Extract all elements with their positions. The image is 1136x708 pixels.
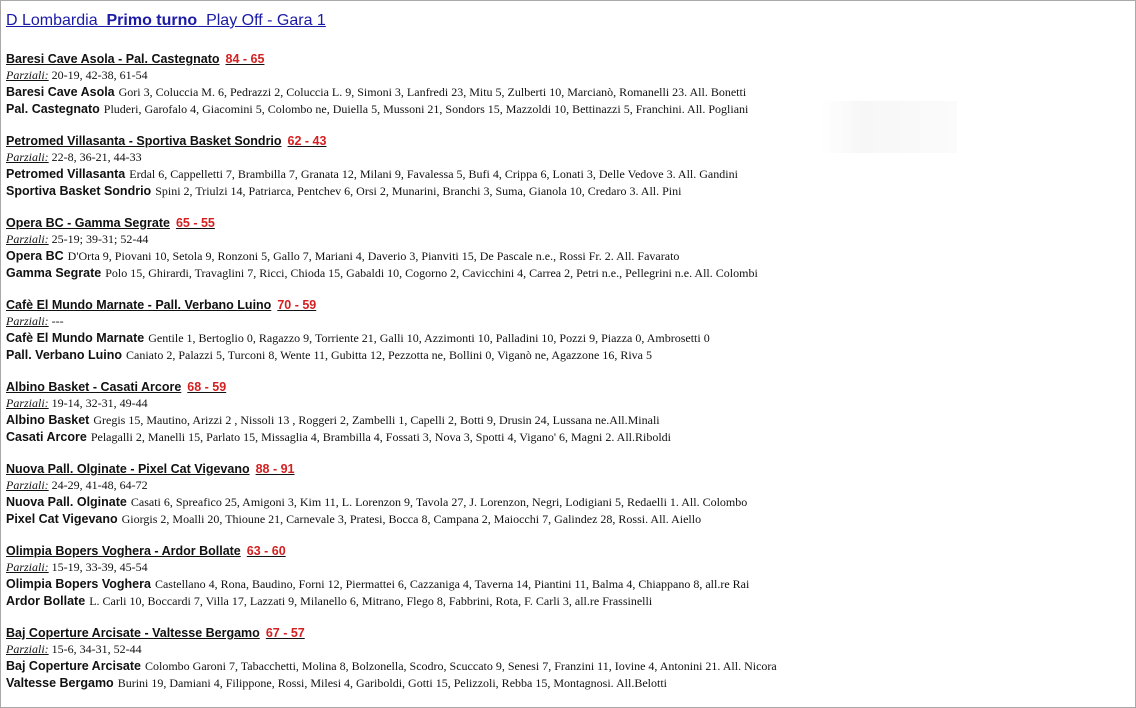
parziali-value: 15-19, 33-39, 45-54 <box>51 560 148 574</box>
game-block <box>6 379 1126 461</box>
round-label: Primo turno <box>106 12 198 29</box>
game-score: 84 - 65 <box>225 52 265 66</box>
game-title-link[interactable] <box>6 215 1126 231</box>
parziali-label: Parziali: <box>6 478 49 492</box>
parziali-label: Parziali: <box>6 396 49 410</box>
game-title-link[interactable] <box>6 379 1126 395</box>
parziali-row <box>6 149 1126 166</box>
away-team-players: Giorgis 2, Moalli 20, Thioune 21, Carnevale 3, Pratesi, Bocca 8, Campana 2, Maiocchi 7, Galindez 28, Rossi. All. Aiello <box>121 512 702 526</box>
game-score: 63 - 60 <box>246 544 286 558</box>
game-title: Baj Coperture Arcisate - Valtesse Bergamo <box>6 626 260 640</box>
away-team-name: Pixel Cat Vigevano <box>6 512 118 526</box>
home-team-row <box>6 248 1126 265</box>
home-team-name: Albino Basket <box>6 413 90 427</box>
game-title-link[interactable] <box>6 625 1126 641</box>
games-list <box>6 51 1126 707</box>
game-title: Albino Basket - Casati Arcore <box>6 380 182 394</box>
home-team-row <box>6 658 1126 675</box>
game-title: Nuova Pall. Olginate - Pixel Cat Vigevano <box>6 462 250 476</box>
home-team-players: Gori 3, Coluccia M. 6, Pedrazzi 2, Coluccia L. 9, Simoni 3, Lanfredi 23, Mitu 5, Zulberti 10, Marcianò, Romanelli 23. All. Bonetti <box>118 85 747 99</box>
home-team-players: D'Orta 9, Piovani 10, Setola 9, Ronzoni 5, Gallo 7, Mariani 4, Daverio 3, Pianviti 15, De Pascale n.e., Rossi Fr. 2. All. Favarato <box>67 249 680 263</box>
parziali-label: Parziali: <box>6 68 49 82</box>
away-team-name: Pall. Verbano Luino <box>6 348 122 362</box>
away-team-name: Sportiva Basket Sondrio <box>6 184 152 198</box>
away-team-players: Caniato 2, Palazzi 5, Turconi 8, Wente 11, Gubitta 12, Pezzotta ne, Bollini 0, Viganò ne, Agazzone 16, Riva 5 <box>126 348 653 362</box>
home-team-players: Gregis 15, Mautino, Arizzi 2 , Nissoli 13 , Roggeri 2, Zambelli 1, Capelli 2, Botti 9, Drusin 24, Lussana ne.All.Minali <box>93 413 660 427</box>
away-team-players: Spini 2, Triulzi 14, Patriarca, Pentchev 6, Orsi 2, Munarini, Branchi 3, Suma, Gianola 10, Credaro 3. All. Pini <box>155 184 682 198</box>
game-block <box>6 51 1126 133</box>
away-team-row <box>6 429 1126 446</box>
home-team-players: Gentile 1, Bertoglio 0, Ragazzo 9, Torriente 21, Galli 10, Azzimonti 10, Palladini 10, Pozzi 9, Piazza 0, Ambrosetti 0 <box>148 331 710 345</box>
home-team-name: Nuova Pall. Olginate <box>6 495 127 509</box>
parziali-row <box>6 313 1126 330</box>
away-team-row <box>6 593 1126 610</box>
away-team-players: Burini 19, Damiani 4, Filippone, Rossi, Milesi 4, Gariboldi, Gotti 15, Pelizzoli, Rebba 15, Montagnosi. All.Belotti <box>117 676 668 690</box>
parziali-row <box>6 395 1126 412</box>
home-team-players: Casati 6, Spreafico 25, Amigoni 3, Kim 11, L. Lorenzon 9, Tavola 27, J. Lorenzon, Negri, Lodigiani 5, Redaelli 1. All. Colombo <box>130 495 748 509</box>
parziali-value: 22-8, 36-21, 44-33 <box>51 150 142 164</box>
page-title[interactable] <box>6 12 326 30</box>
game-title-link[interactable] <box>6 133 1126 149</box>
game-block <box>6 625 1126 707</box>
parziali-value: 24-29, 41-48, 64-72 <box>51 478 148 492</box>
game-block <box>6 461 1126 543</box>
parziali-row <box>6 231 1126 248</box>
away-team-row <box>6 183 1126 200</box>
game-block <box>6 215 1126 297</box>
away-team-players: L. Carli 10, Boccardi 7, Villa 17, Lazzati 9, Milanello 6, Mitrano, Flego 8, Fabbrini, Rota, F. Carli 3, all.re Frassinelli <box>89 594 653 608</box>
game-title: Opera BC - Gamma Segrate <box>6 216 170 230</box>
game-score: 62 - 43 <box>287 134 327 148</box>
phase-label: Play Off - Gara 1 <box>206 12 326 29</box>
game-block <box>6 543 1126 625</box>
parziali-label: Parziali: <box>6 642 49 656</box>
parziali-value: 25-19; 39-31; 52-44 <box>51 232 149 246</box>
game-title-link[interactable] <box>6 543 1126 559</box>
away-team-row <box>6 511 1126 528</box>
parziali-value: 20-19, 42-38, 61-54 <box>51 68 148 82</box>
home-team-name: Petromed Villasanta <box>6 167 126 181</box>
parziali-label: Parziali: <box>6 560 49 574</box>
away-team-name: Ardor Bollate <box>6 594 86 608</box>
home-team-row <box>6 494 1126 511</box>
game-title-link[interactable] <box>6 461 1126 477</box>
game-block <box>6 297 1126 379</box>
game-title: Baresi Cave Asola - Pal. Castegnato <box>6 52 220 66</box>
away-team-name: Casati Arcore <box>6 430 87 444</box>
parziali-row <box>6 559 1126 576</box>
home-team-name: Baresi Cave Asola <box>6 85 115 99</box>
away-team-players: Pluderi, Garofalo 4, Giacomini 5, Colombo ne, Duiella 5, Mussoni 21, Sondors 15, Mazzoldi 10, Bettinazzi 5, Franchini. All. Pogliani <box>103 102 749 116</box>
game-title-link[interactable] <box>6 51 1126 67</box>
home-team-name: Baj Coperture Arcisate <box>6 659 141 673</box>
away-team-players: Polo 15, Ghirardi, Travaglini 7, Ricci, Chioda 15, Gabaldi 10, Cogorno 2, Cavicchini 4, Carrea 2, Petri n.e., Pellegrini n.e. All. Colombi <box>105 266 758 280</box>
home-team-players: Castellano 4, Rona, Baudino, Forni 12, Piermattei 6, Cazzaniga 4, Taverna 14, Piantini 11, Balma 4, Chiappano 8, all.re Rai <box>154 577 750 591</box>
away-team-row <box>6 347 1126 364</box>
parziali-label: Parziali: <box>6 232 49 246</box>
home-team-row <box>6 84 1126 101</box>
parziali-row <box>6 641 1126 658</box>
game-title: Olimpia Bopers Voghera - Ardor Bollate <box>6 544 241 558</box>
away-team-name: Pal. Castegnato <box>6 102 100 116</box>
home-team-row <box>6 412 1126 429</box>
parziali-row <box>6 67 1126 84</box>
game-score: 88 - 91 <box>255 462 295 476</box>
away-team-row <box>6 265 1126 282</box>
home-team-name: Cafè El Mundo Marnate <box>6 331 145 345</box>
parziali-row <box>6 477 1126 494</box>
parziali-value: 19-14, 32-31, 49-44 <box>51 396 148 410</box>
home-team-row <box>6 330 1126 347</box>
away-team-row <box>6 101 1126 118</box>
home-team-name: Opera BC <box>6 249 64 263</box>
home-team-players: Colombo Garoni 7, Tabacchetti, Molina 8, Bolzonella, Scodro, Scuccato 9, Senesi 7, Franzini 11, Iovine 4, Antonini 21. All. Nicora <box>145 659 777 673</box>
region-label: D Lombardia <box>6 12 98 29</box>
home-team-players: Erdal 6, Cappelletti 7, Brambilla 7, Granata 12, Milani 9, Favalessa 5, Bufi 4, Crippa 6, Lonati 3, Delle Vedove 3. All. Gandini <box>129 167 738 181</box>
game-title: Cafè El Mundo Marnate - Pall. Verbano Luino <box>6 298 272 312</box>
game-score: 70 - 59 <box>277 298 317 312</box>
parziali-value: 15-6, 34-31, 52-44 <box>51 642 142 656</box>
parziali-label: Parziali: <box>6 314 49 328</box>
away-team-name: Gamma Segrate <box>6 266 102 280</box>
parziali-label: Parziali: <box>6 150 49 164</box>
game-score: 67 - 57 <box>265 626 305 640</box>
game-block <box>6 133 1126 215</box>
away-team-players: Pelagalli 2, Manelli 15, Parlato 15, Missaglia 4, Brambilla 4, Fossati 3, Nova 3, Spotti 4, Vigano' 6, Magni 2. All.Riboldi <box>90 430 672 444</box>
game-title: Petromed Villasanta - Sportiva Basket Sondrio <box>6 134 282 148</box>
game-title-link[interactable] <box>6 297 1126 313</box>
home-team-name: Olimpia Bopers Voghera <box>6 577 151 591</box>
parziali-value: --- <box>51 314 64 328</box>
game-score: 65 - 55 <box>175 216 215 230</box>
home-team-row <box>6 166 1126 183</box>
home-team-row <box>6 576 1126 593</box>
game-score: 68 - 59 <box>187 380 227 394</box>
away-team-row <box>6 675 1126 692</box>
away-team-name: Valtesse Bergamo <box>6 676 114 690</box>
